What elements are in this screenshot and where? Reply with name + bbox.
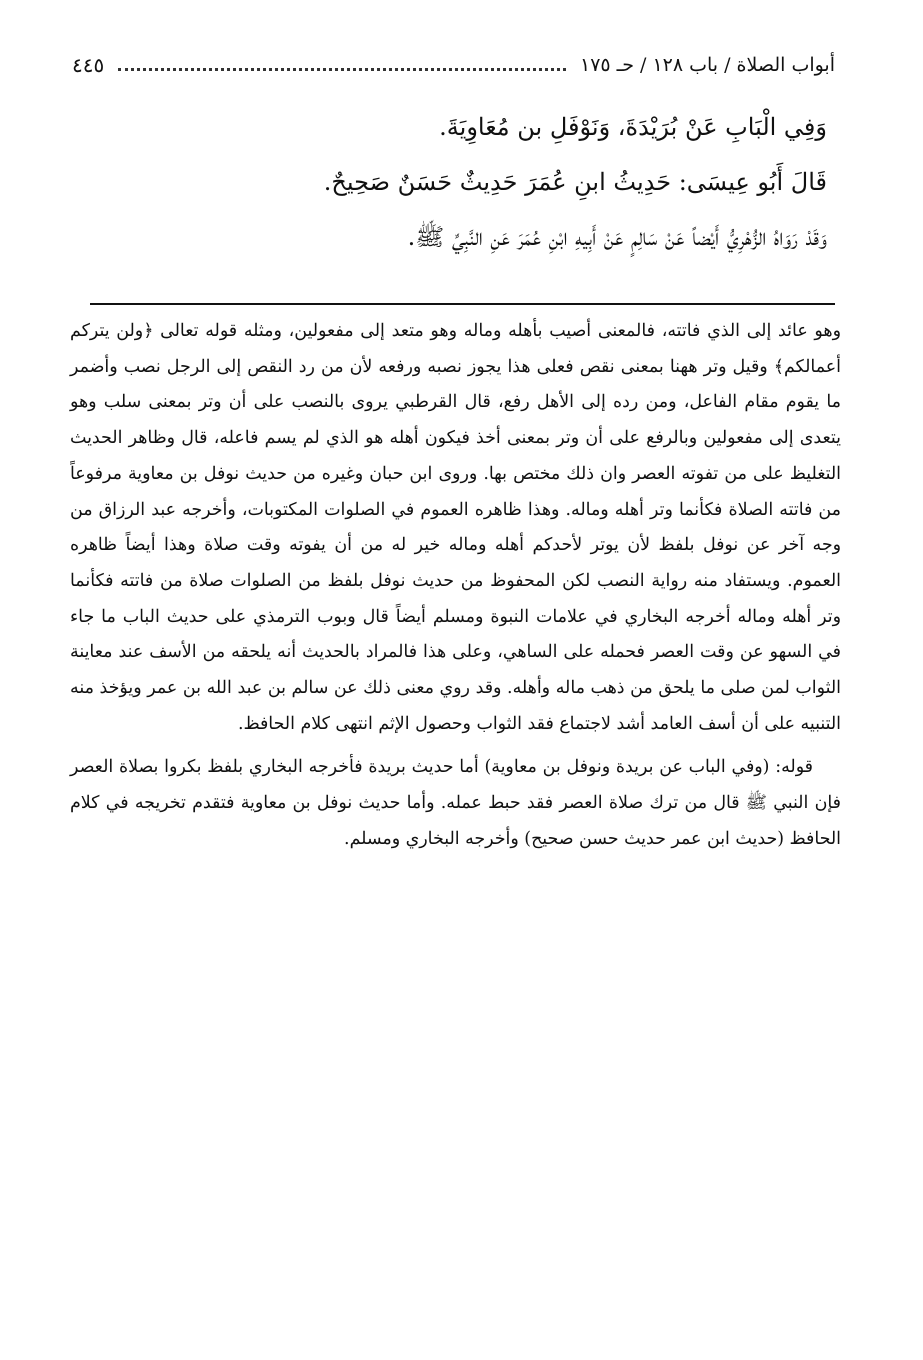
commentary-paragraph: قوله: (وفي الباب عن بريدة ونوفل بن معاوية) أما حديث بريدة فأخرجه البخاري بلفظ بكروا بصلاة العصر فإن النبي ﷺ قال من ترك صلاة العصر فقد حبط عمله. وأما حديث نوفل بن معاوية فتقدم تخريجه في كلام الحافظ (حديث ابن عمر حديث حسن صحيح) وأخرجه البخاري ومسلم. <box>70 757 841 849</box>
header-dot-leader <box>118 68 566 71</box>
header-title: أبواب الصلاة / باب ١٢٨ / حـ ١٧٥ <box>579 54 835 76</box>
hadith-main-text <box>110 100 827 265</box>
commentary-text <box>70 314 841 858</box>
commentary-paragraph: وهو عائد إلى الذي فاتته، فالمعنى أصيب بأهله وماله وهو متعد إلى مفعولين، ومثله قوله تعالى ﴿ولن يتركم أعمالكم﴾ وقيل وتر ههنا بمعنى نقص فعلى هذا يجوز نصبه ورفعه لأن من رد النقص إلى الرجل نصب وأضمر ما يقوم مقام الفاعل، ومن رده إلى الأهل رفع، قال القرطبي يروى بالنصب على أن وتر بمعنى سلب وهو يتعدى إلى مفعولين وبالرفع على أن وتر بمعنى أخذ فيكون أهله هو الذي لم يسم فاعله، قال وظاهر الحديث التغليظ على من تفوته العصر وان ذلك مختص بها. وروى ابن حبان وغيره من حديث نوفل بن معاوية مرفوعاً من فاتته الصلاة فكأنما وتر أهله وماله. وهذا ظاهره العموم في الصلوات المكتوبات، وأخرجه عبد الرزاق من وجه آخر عن نوفل بلفظ لأن يوتر لأحدكم أهله وماله خير له من أن يفوته وقت صلاة وهذا أيضاً ظاهره العموم. ويستفاد منه رواية النصب لكن المحفوظ من حديث نوفل بلفظ من الصلوات صلاة من فاتته فكأنما وتر أهله وماله أخرجه البخاري في علامات النبوة ومسلم أيضاً قال وبوب الترمذي على حديث الباب ما جاء في السهو عن وقت العصر فحمله على الساهي، وعلى هذا فالمراد بالحديث أنه يلحقه من الأسف عند معاينة الثواب لمن صلى ما يلحق من ذهب ماله وأهله. وقد روي معنى ذلك عن سالم بن عبد الله بن عمر ويؤخذ منه التنبيه على أن أسف العامد أشد لاجتماع فقد الثواب وحصول الإثم انتهى كلام الحافظ. <box>70 321 841 734</box>
main-text-line: قَالَ أَبُو عِيسَى: حَدِيثُ ابنِ عُمَرَ حَدِيثٌ حَسَنٌ صَحِيحٌ. <box>323 168 827 196</box>
main-text-line: وَفِي الْبَابِ عَنْ بُرَيْدَةَ، وَنَوْفَلِ بن مُعَاوِيَةَ. <box>439 113 827 141</box>
footnote-separator <box>90 303 835 305</box>
main-text-line: وَقَدْ رَوَاهُ الزُّهْرِيُّ أَيْضاً عَنْ سَالِمٍ عَنْ أَبِيهِ ابْنِ عُمَرَ عَنِ النَّبِيِّ ﷺ. <box>407 223 827 251</box>
running-header <box>72 48 835 82</box>
page-number: ٤٤٥ <box>72 53 105 77</box>
